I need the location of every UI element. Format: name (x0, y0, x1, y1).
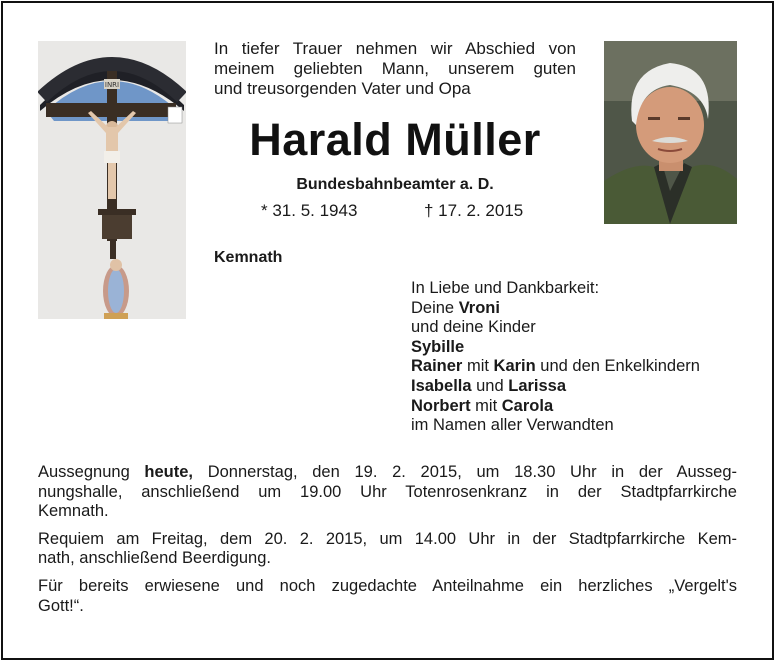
notice-line: Für bereits erwiesene und noch zugedachte Anteilnahme ein herzliches „Vergelt's (38, 576, 737, 595)
funeral-blessing-notice (38, 463, 737, 522)
death-date: † 17. 2. 2015 (424, 201, 524, 220)
mourners-line (411, 357, 700, 377)
mourner-name: Isabella (411, 376, 472, 395)
mourners-line (411, 299, 700, 319)
notice-line: Gott!“. (38, 596, 84, 615)
mourners-text: und (471, 376, 509, 395)
intro-line: und treusorgenden Vater und Opa (214, 79, 471, 98)
portrait-photo (604, 41, 737, 224)
intro-line: meinem geliebten Mann, unserem guten (214, 59, 576, 78)
mourner-name: Rainer (411, 357, 463, 376)
mourners-line (411, 318, 700, 338)
notice-line (38, 463, 737, 483)
mourners-text: und deine Kinder (411, 318, 536, 337)
deceased-occupation: Bundesbahnbeamter a. D. (296, 176, 494, 193)
mourners-line (411, 279, 700, 299)
notice-line: nath, anschließend Beerdigung. (38, 549, 271, 568)
deceased-name: Harald Müller (249, 114, 541, 165)
mourner-name: Norbert (411, 396, 471, 415)
mourner-name: Carola (501, 396, 554, 415)
birth-date: * 31. 5. 1943 (261, 201, 358, 220)
service-notices (38, 463, 737, 624)
mourners-text: In Liebe und Dankbarkeit: (411, 279, 600, 297)
mourners-line (411, 416, 700, 436)
notice-line: Requiem am Freitag, dem 20. 2. 2015, um 14.00 Uhr in der Stadtpfarrkirche Kem- (38, 529, 737, 548)
mourners-line (411, 397, 700, 417)
intro-text (214, 39, 576, 99)
notice-text: Aussegnung (38, 463, 145, 481)
mourners-line (411, 377, 700, 397)
mourners-text: mit (470, 396, 502, 415)
notice-text: Donnerstag, den 19. 2. 2015, um 18.30 Uhr in der Ausseg- (193, 463, 737, 481)
notice-line: nungshalle, anschließend um 19.00 Uhr Totenrosenkranz in der Stadtpfarrkirche (38, 482, 737, 501)
thanks-notice (38, 577, 737, 616)
mourners-list (411, 279, 700, 436)
mourners-text: im Namen aller Verwandten (411, 416, 614, 435)
mourners-line (411, 338, 700, 358)
mourner-name: Vroni (458, 298, 500, 317)
wayside-cross-image (38, 41, 186, 319)
inri-sign: INRI (104, 81, 120, 89)
notice-emphasis: heute, (144, 463, 194, 481)
mourner-name: Sybille (411, 337, 465, 356)
mourner-name: Karin (493, 357, 536, 376)
intro-line: In tiefer Trauer nehmen wir Abschied von (214, 39, 576, 58)
place-name: Kemnath (214, 249, 283, 266)
mourners-text: Deine (411, 298, 459, 317)
notice-line: Kemnath. (38, 502, 109, 521)
mourners-text: und den Enkelkindern (535, 357, 700, 376)
mourners-text: mit (462, 357, 494, 376)
requiem-notice (38, 530, 737, 569)
mourner-name: Larissa (508, 376, 567, 395)
